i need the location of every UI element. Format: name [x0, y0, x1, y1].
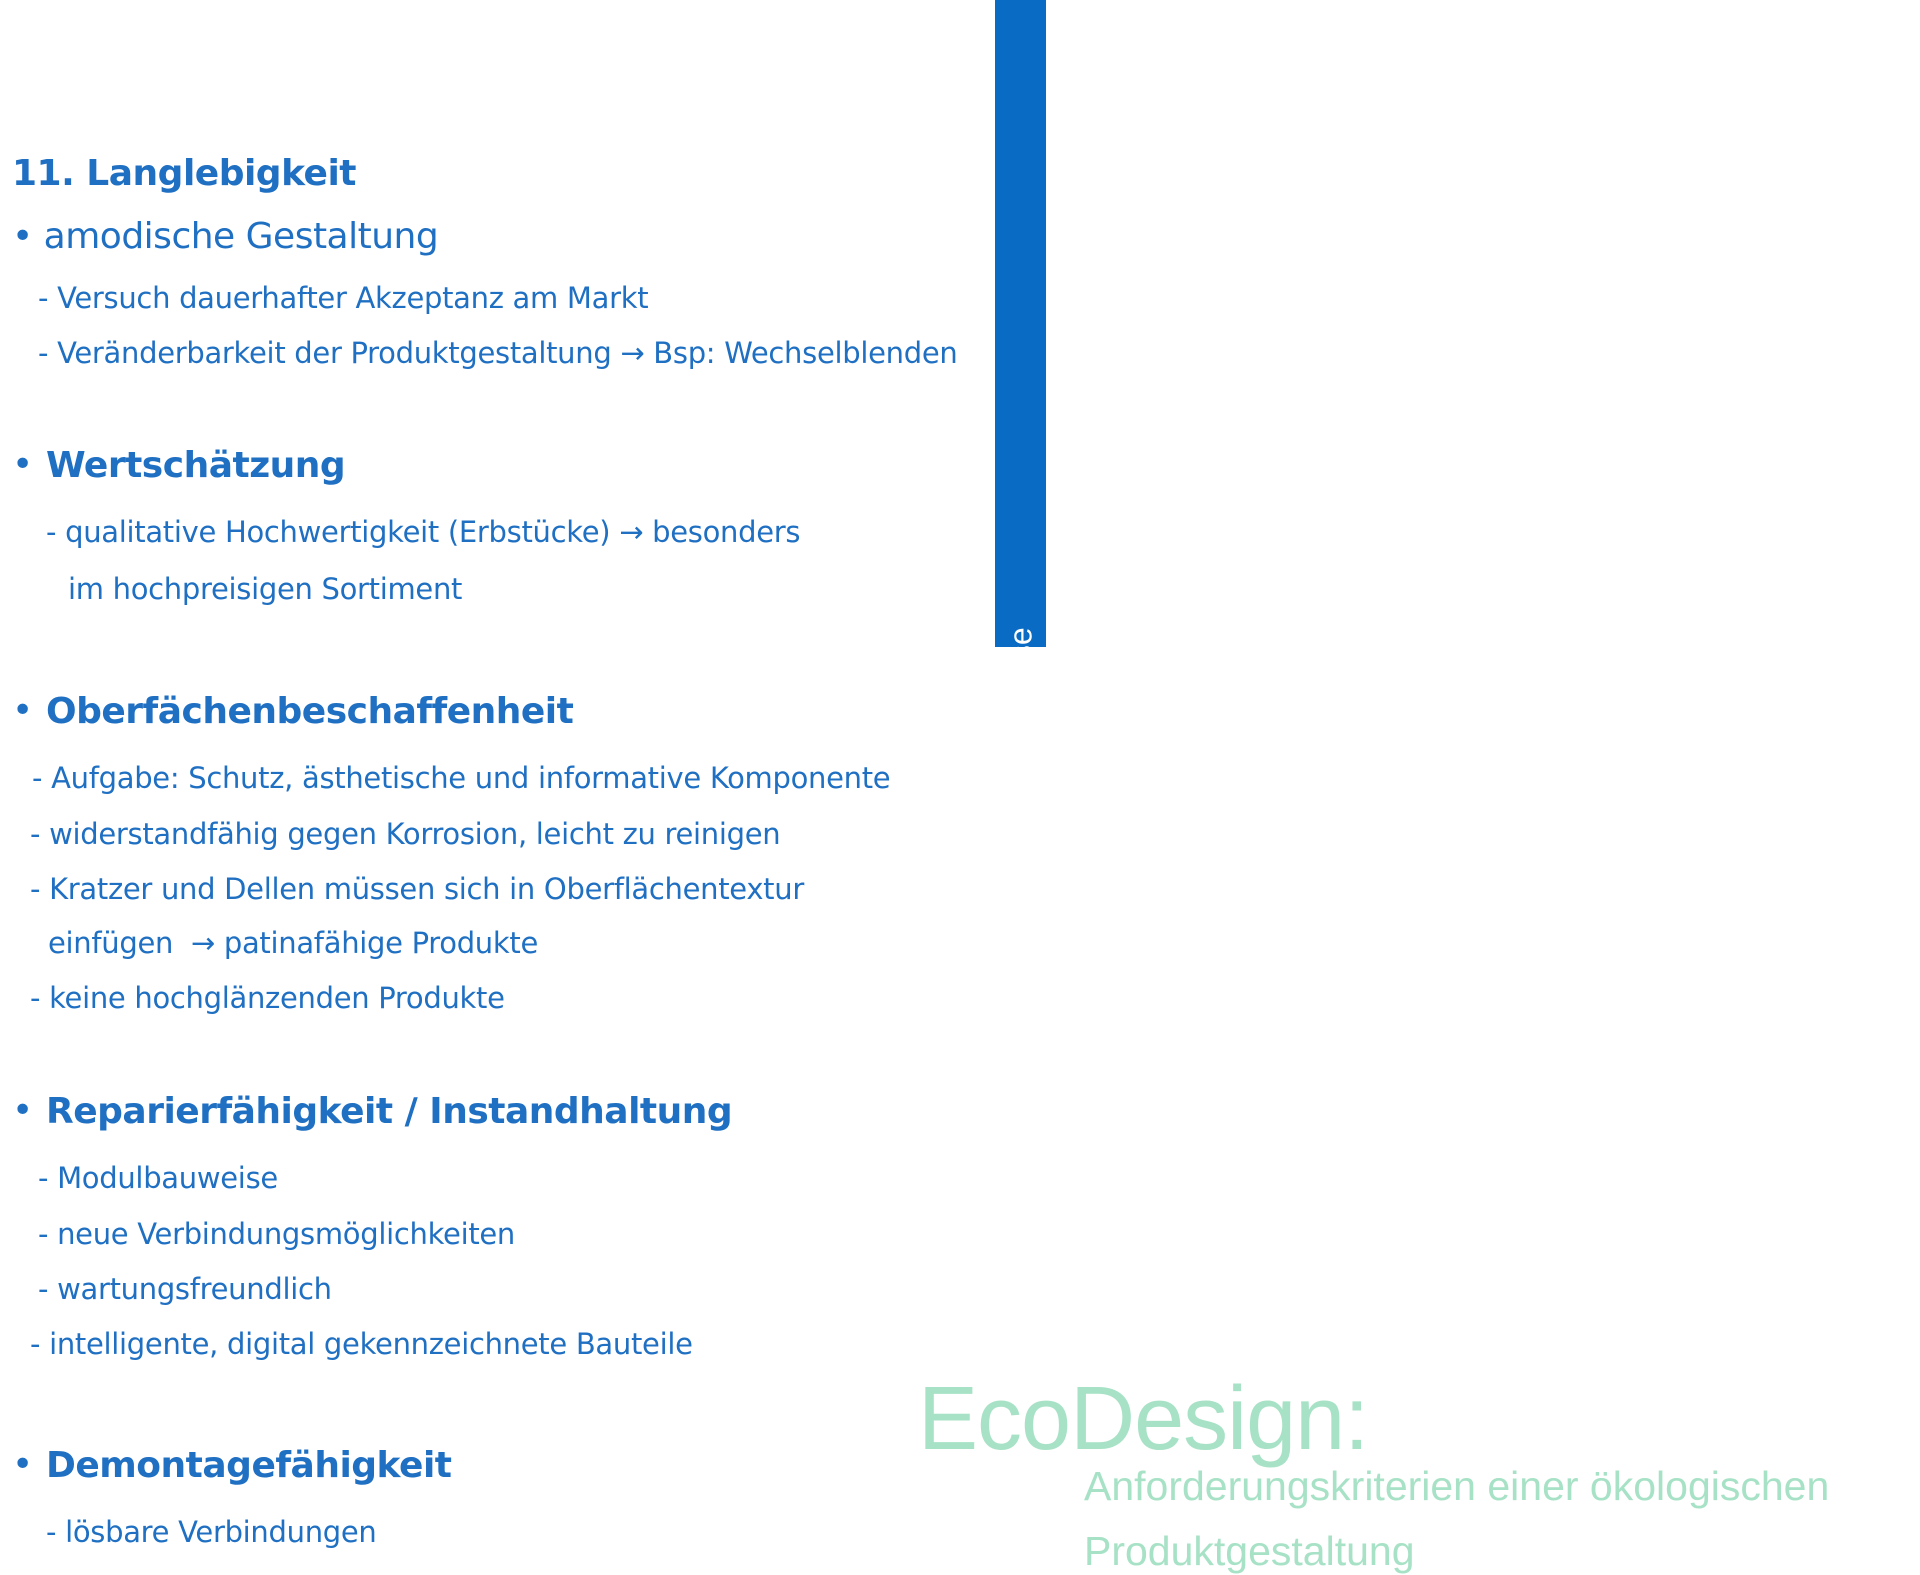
list-item: im hochpreisigen Sortiment [68, 572, 463, 606]
section-heading-demontage: Demontagefähigkeit [46, 1445, 452, 1486]
list-item: - Versuch dauerhafter Akzeptanz am Markt [38, 281, 649, 315]
list-item: - keine hochglänzenden Produkte [30, 981, 505, 1015]
list-item: - wartungsfreundlich [38, 1272, 332, 1306]
bullet-icon: • [12, 444, 33, 485]
section-heading-wertschaetzung: Wertschätzung [46, 445, 346, 486]
section-heading-amodisch: • amodische Gestaltung [12, 216, 439, 257]
list-item: einfügen → patinafähige Produkte [48, 926, 538, 960]
eco-design-subtitle-line2: Produktgestaltung [1084, 1528, 1415, 1574]
eco-design-subtitle-line1: Anforderungskriterien einer ökologischen [1084, 1463, 1830, 1509]
bullet-icon: • [12, 1444, 33, 1485]
list-item: - neue Verbindungsmöglichkeiten [38, 1217, 516, 1251]
phase-bar [995, 0, 1046, 1083]
list-item: - intelligente, digital gekennzeichnete Bauteile [30, 1327, 693, 1361]
list-item: - Modulbauweise [38, 1161, 278, 1195]
section-heading-oberflaeche: Oberfächenbeschaffenheit [46, 691, 574, 732]
phase-label: Gebrauchs- & Verbrauchsphase [1002, 627, 1038, 1083]
section-heading-reparatur: Reparierfähigkeit / Instandhaltung [46, 1091, 733, 1132]
bullet-icon: • [12, 1090, 33, 1131]
list-item: - widerstandfähig gegen Korrosion, leicht zu reinigen [30, 817, 781, 851]
list-item: - Aufgabe: Schutz, ästhetische und informative Komponente [32, 761, 891, 795]
list-item: - qualitative Hochwertigkeit (Erbstücke) → besonders [46, 515, 801, 549]
list-item: - Kratzer und Dellen müssen sich in Oberflächentextur [30, 872, 804, 906]
page-title: 11. Langlebigkeit [12, 153, 357, 194]
list-item: - lösbare Verbindungen [46, 1515, 377, 1549]
eco-design-title: EcoDesign: [918, 1369, 1369, 1469]
bullet-icon: • [12, 690, 33, 731]
list-item: - Veränderbarkeit der Produktgestaltung → Bsp: Wechselblenden [38, 336, 958, 370]
